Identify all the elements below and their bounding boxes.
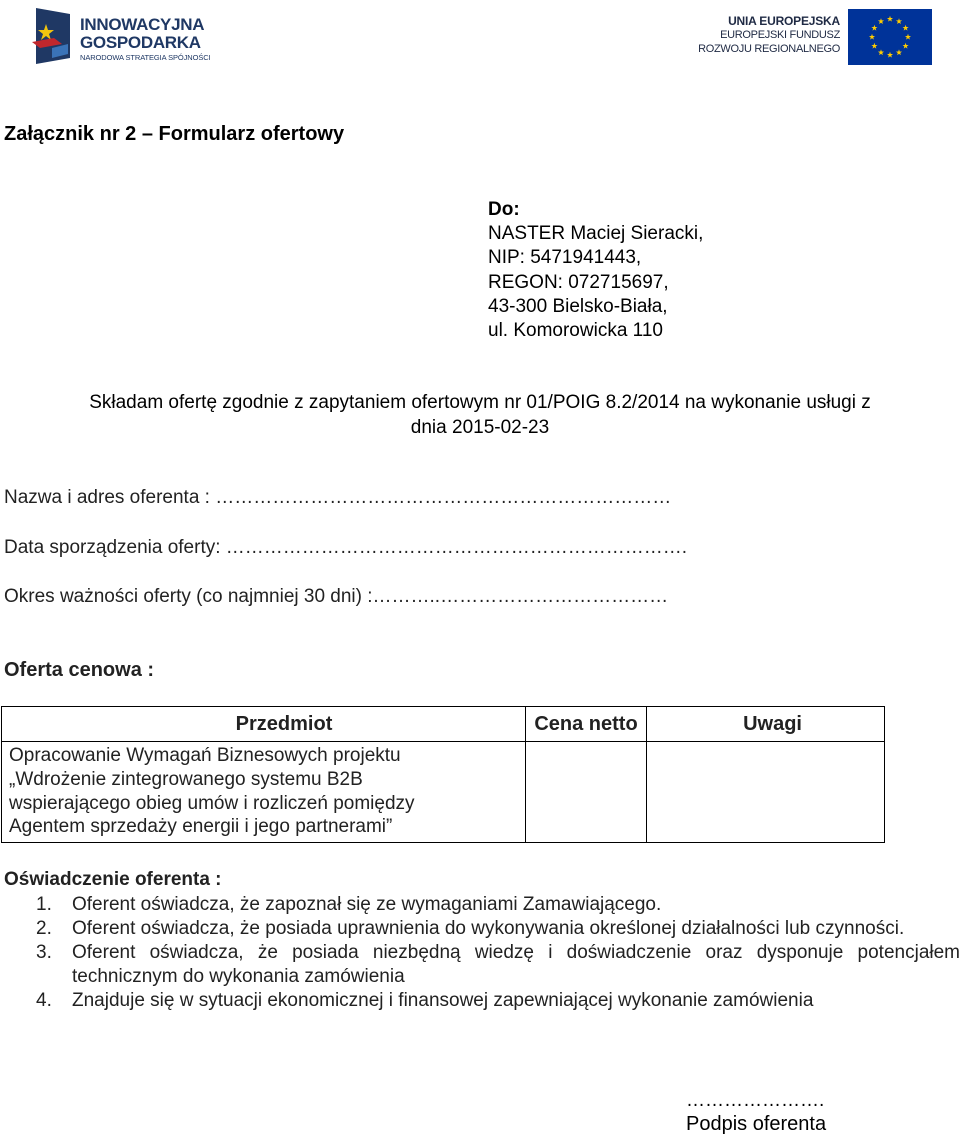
list-item-number: 1. — [36, 894, 52, 915]
list-item — [0, 917, 960, 941]
declaration-list — [0, 893, 960, 1013]
header-price: Cena netto — [526, 707, 646, 742]
nss-tagline: NARODOWA STRATEGIA SPÓJNOŚCI — [80, 53, 211, 62]
recipient-line: NASTER Maciej Sieracki, — [488, 223, 704, 245]
offer-intro — [0, 390, 960, 440]
recipient-line: REGON: 072715697, — [488, 271, 669, 293]
header-subject: Przedmiot — [2, 707, 526, 742]
declaration-title: Oświadczenie oferenta : — [4, 869, 222, 890]
list-item-number: 2. — [36, 918, 52, 939]
recipient-line: ul. Komorowicka 110 — [488, 320, 663, 342]
table-row — [2, 742, 885, 843]
offer-intro-line2: dnia 2015-02-23 — [410, 417, 550, 438]
eu-text-line2: EUROPEJSKI FUNDUSZ — [720, 29, 840, 41]
notes-cell[interactable] — [646, 742, 884, 843]
price-table — [1, 706, 885, 843]
list-item-text: Oferent oświadcza, że posiada uprawnienia do wykonywania określonej działalności lub czynności. — [72, 918, 905, 939]
recipient-line: 43-300 Bielsko-Biała, — [488, 295, 668, 317]
list-item — [0, 893, 960, 917]
offer-intro-line1: Składam ofertę zgodnie z zapytaniem ofertowym nr 01/POIG 8.2/2014 na wykonanie usługi z — [89, 392, 871, 413]
signature-line[interactable]: …………………. — [686, 1090, 825, 1111]
subject-line: „Wdrożenie zintegrowanego systemu B2B — [9, 768, 363, 790]
gospodarka-text: GOSPODARKA — [80, 33, 201, 52]
signature-label: Podpis oferenta — [686, 1113, 827, 1135]
subject-line: Agentem sprzedaży energii i jego partnerami” — [9, 816, 393, 838]
list-item — [0, 941, 960, 989]
eu-flag-icon — [848, 9, 932, 65]
eu-text-line1: UNIA EUROPEJSKA — [728, 14, 840, 28]
innowacyjna-gospodarka-emblem-icon — [32, 8, 70, 64]
eu-text-line3: ROZWOJU REGIONALNEGO — [698, 43, 840, 55]
list-item-text: Znajduje się w sytuacji ekonomicznej i finansowej zapewniającej wykonanie zamówienia — [72, 990, 814, 1011]
page-title: Załącznik nr 2 – Formularz ofertowy — [4, 123, 345, 145]
recipient-address — [488, 198, 703, 343]
list-item — [0, 989, 960, 1013]
table-header-row — [2, 707, 885, 742]
innowacyjna-text: INNOWACYJNA — [80, 15, 205, 34]
recipient-to-label: Do: — [488, 199, 520, 220]
offer-date-field[interactable]: Data sporządzenia oferty: ………………………………………………………………. — [4, 537, 688, 558]
list-item-text: Oferent oświadcza, że zapoznał się ze wymaganiami Zamawiającego. — [72, 894, 662, 915]
recipient-line: NIP: 5471941443, — [488, 247, 642, 269]
list-item-number: 3. — [36, 942, 52, 963]
subject-line: Opracowanie Wymagań Biznesowych projektu — [9, 745, 401, 766]
subject-line: wspierającego obieg umów i rozliczeń pomiędzy — [9, 792, 415, 814]
innowacyjna-gospodarka-logo — [32, 8, 232, 66]
list-item-text: Oferent oświadcza, że posiada niezbędną wiedzę i doświadczenie oraz dysponuje potencjałem technicznym do wykonania zamówienia — [72, 942, 960, 987]
eu-logo — [694, 9, 934, 65]
net-price-cell[interactable] — [526, 742, 646, 843]
offer-validity-field[interactable]: Okres ważności oferty (co najmniej 30 dni) :………..……………………………… — [4, 586, 669, 607]
header-notes: Uwagi — [646, 707, 884, 742]
price-section-title: Oferta cenowa : — [4, 659, 155, 681]
subject-cell — [2, 742, 526, 843]
name-address-field[interactable]: Nazwa i adres oferenta : ……………………………………………………………… — [4, 487, 672, 508]
list-item-number: 4. — [36, 990, 52, 1011]
